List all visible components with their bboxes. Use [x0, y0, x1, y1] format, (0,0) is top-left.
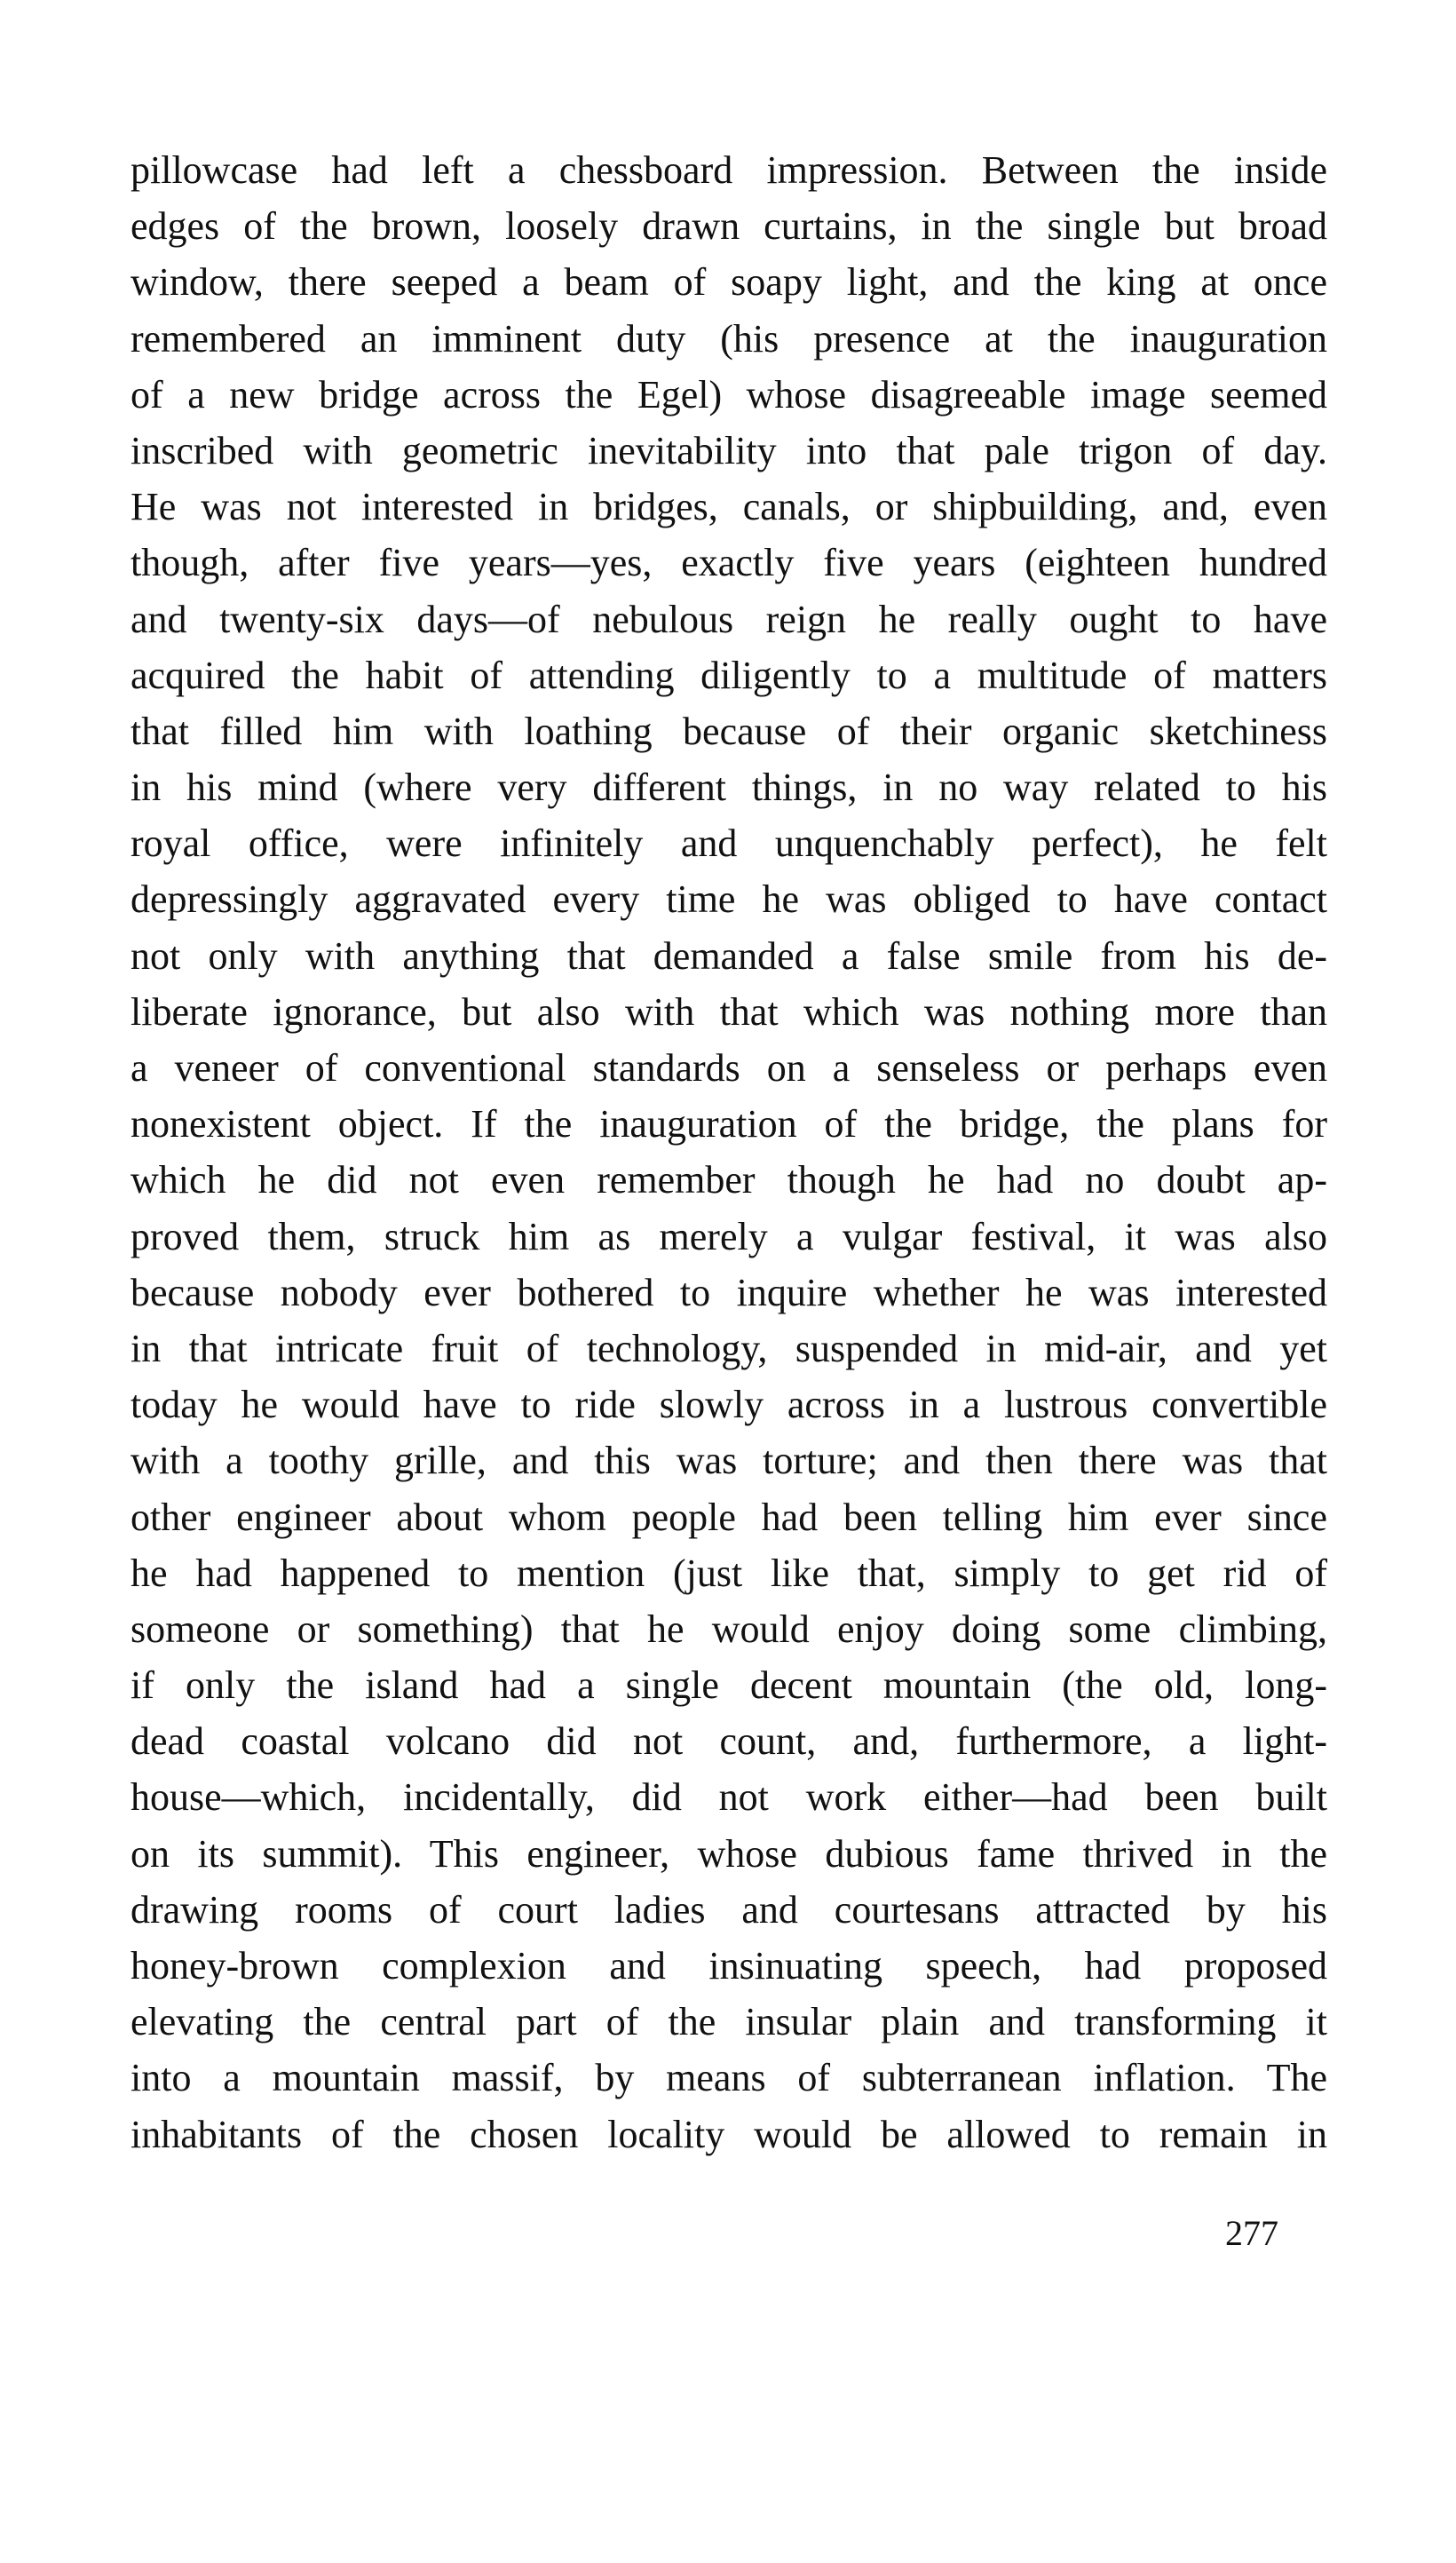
- text-line: remembered an imminent duty (his presence at the inauguration: [131, 316, 1327, 361]
- text-line: pillowcase had left a chessboard impression. Between the inside: [131, 148, 1327, 192]
- text-line: royal office, were infinitely and unquenchably perfect), he felt: [131, 821, 1327, 866]
- text-line: that filled him with loathing because of their organic sketchiness: [131, 709, 1327, 753]
- body-text: [131, 142, 1327, 2162]
- text-line: house—which, incidentally, did not work either—had been built: [131, 1775, 1327, 1820]
- text-line: proved them, struck him as merely a vulgar festival, it was also: [131, 1214, 1327, 1258]
- text-line: today he would have to ride slowly across in a lustrous convertible: [131, 1383, 1327, 1427]
- page-number: 277: [1225, 2213, 1278, 2253]
- text-line: on its summit). This engineer, whose dubious fame thrived in the: [131, 1831, 1327, 1876]
- text-line: liberate ignorance, but also with that which was nothing more than: [131, 989, 1327, 1034]
- text-line: nonexistent object. If the inauguration of the bridge, the plans for: [131, 1102, 1327, 1147]
- text-line: of a new bridge across the Egel) whose disagreeable image seemed: [131, 372, 1327, 417]
- text-line: inhabitants of the chosen locality would be allowed to remain in: [131, 2112, 1327, 2156]
- text-line: dead coastal volcano did not count, and, furthermore, a light-: [131, 1719, 1327, 1764]
- text-line: and twenty-six days—of nebulous reign he really ought to have: [131, 597, 1327, 641]
- text-line: if only the island had a single decent mountain (the old, long-: [131, 1663, 1327, 1708]
- text-line: into a mountain massif, by means of subterranean inflation. The: [131, 2056, 1327, 2100]
- text-line: edges of the brown, loosely drawn curtains, in the single but broad: [131, 204, 1327, 249]
- text-line: window, there seeped a beam of soapy light, and the king at once: [131, 260, 1327, 305]
- text-line: in that intricate fruit of technology, suspended in mid-air, and yet: [131, 1326, 1327, 1370]
- text-line: he had happened to mention (just like that, simply to get rid of: [131, 1551, 1327, 1595]
- text-line: drawing rooms of court ladies and courtesans attracted by his: [131, 1887, 1327, 1932]
- text-line: which he did not even remember though he had no doubt ap-: [131, 1158, 1327, 1202]
- text-line: honey-brown complexion and insinuating speech, had proposed: [131, 1944, 1327, 1988]
- text-line: acquired the habit of attending diligently to a multitude of matters: [131, 653, 1327, 697]
- text-line: someone or something) that he would enjoy doing some climbing,: [131, 1607, 1327, 1651]
- text-line: in his mind (where very different things, in no way related to his: [131, 766, 1327, 810]
- text-line: because nobody ever bothered to inquire whether he was interested: [131, 1270, 1327, 1314]
- text-line: a veneer of conventional standards on a senseless or perhaps even: [131, 1046, 1327, 1090]
- text-line: inscribed with geometric inevitability into that pale trigon of day.: [131, 428, 1327, 472]
- text-line: elevating the central part of the insular plain and transforming it: [131, 2000, 1327, 2044]
- text-line: not only with anything that demanded a false smile from his de-: [131, 933, 1327, 978]
- text-line: depressingly aggravated every time he was obliged to have contact: [131, 877, 1327, 922]
- text-line: other engineer about whom people had been telling him ever since: [131, 1495, 1327, 1539]
- text-line: though, after five years—yes, exactly five years (eighteen hundred: [131, 541, 1327, 585]
- text-line: with a toothy grille, and this was torture; and then there was that: [131, 1439, 1327, 1483]
- text-line: He was not interested in bridges, canals, or shipbuilding, and, even: [131, 485, 1327, 529]
